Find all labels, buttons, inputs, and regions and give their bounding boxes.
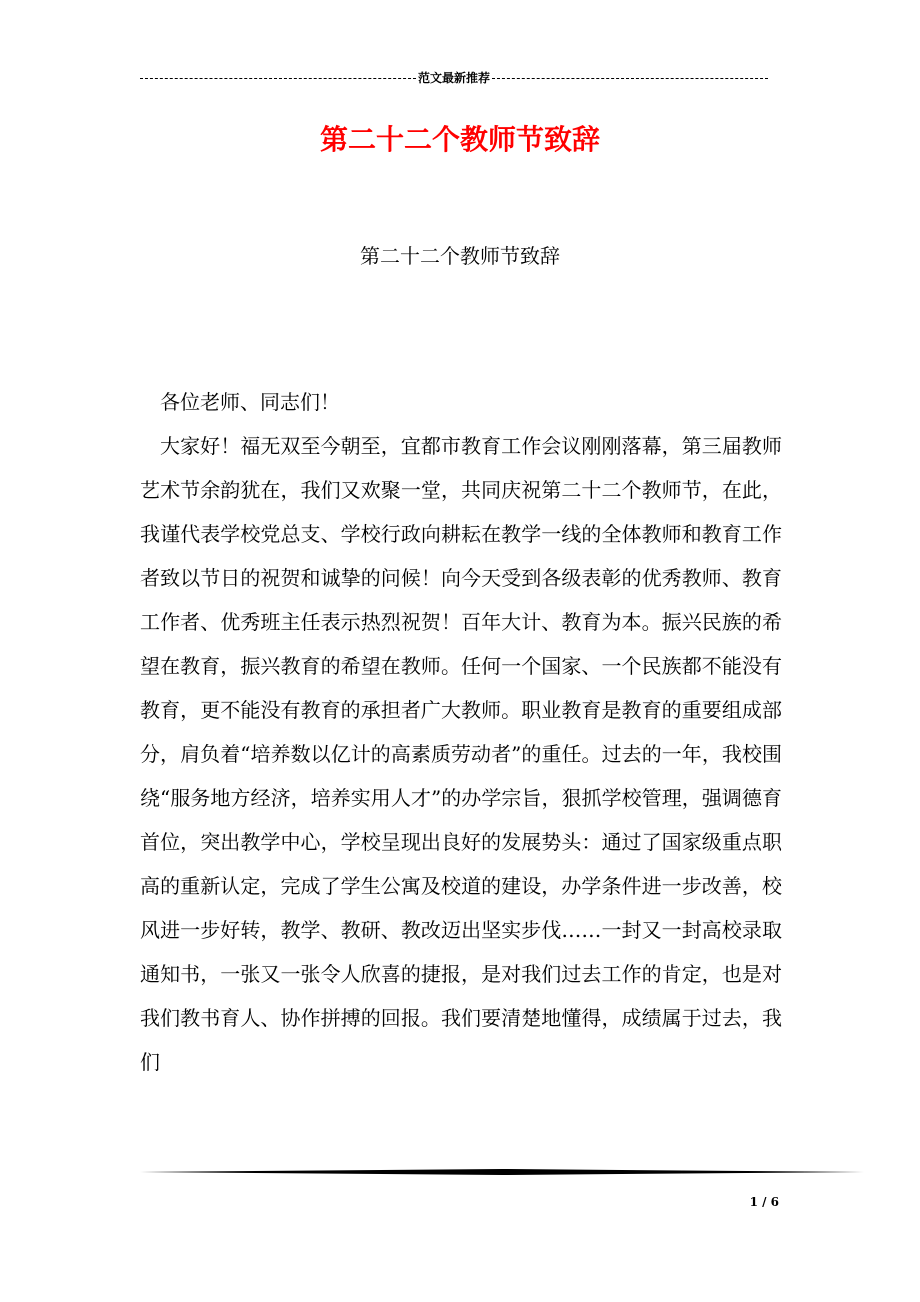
header-banner-text: 范文最新推荐 bbox=[418, 71, 491, 85]
header-banner bbox=[140, 68, 768, 88]
header-dash-left bbox=[140, 78, 416, 79]
document-body bbox=[140, 380, 782, 1084]
body-paragraph: 大家好！福无双至今朝至，宜都市教育工作会议刚刚落幕，第三届教师艺术节余韵犹在，我们又欢聚一堂，共同庆祝第二十二个教师节，在此，我谨代表学校党总支、学校行政向耕耘在教学一线的全体教师和教育工作者致以节日的祝贺和诚挚的问候！向今天受到各级表彰的优秀教师、教育工作者、优秀班主任表示热烈祝贺！百年大计、教育为本。振兴民族的希望在教育，振兴教育的希望在教师。任何一个国家、一个民族都不能没有教育，更不能没有教育的承担者广大教师。职业教育是教育的重要组成部分，肩负着“培养数以亿计的高素质劳动者”的重任。过去的一年，我校围绕“服务地方经济，培养实用人才”的办学宗旨，狠抓学校管理，强调德育首位，突出教学中心，学校呈现出良好的发展势头：通过了国家级重点职高的重新认定，完成了学生公寓及校道的建设，办学条件进一步改善，校风进一步好转，教学、教研、教改迈出坚实步伐……一封又一封高校录取通知书，一张又一张令人欣喜的捷报，是对我们过去工作的肯定，也是对我们教书育人、协作拼搏的回报。我们要清楚地懂得，成绩属于过去，我们 bbox=[140, 434, 782, 1074]
greeting-paragraph: 各位老师、同志们！ bbox=[160, 390, 340, 414]
page-number: 1 / 6 bbox=[749, 1195, 779, 1209]
document-title: 第二十二个教师节致辞 bbox=[319, 123, 600, 156]
footer-rule bbox=[140, 1166, 864, 1178]
document-subtitle: 第二十二个教师节致辞 bbox=[360, 244, 560, 268]
header-dash-right bbox=[492, 78, 768, 79]
